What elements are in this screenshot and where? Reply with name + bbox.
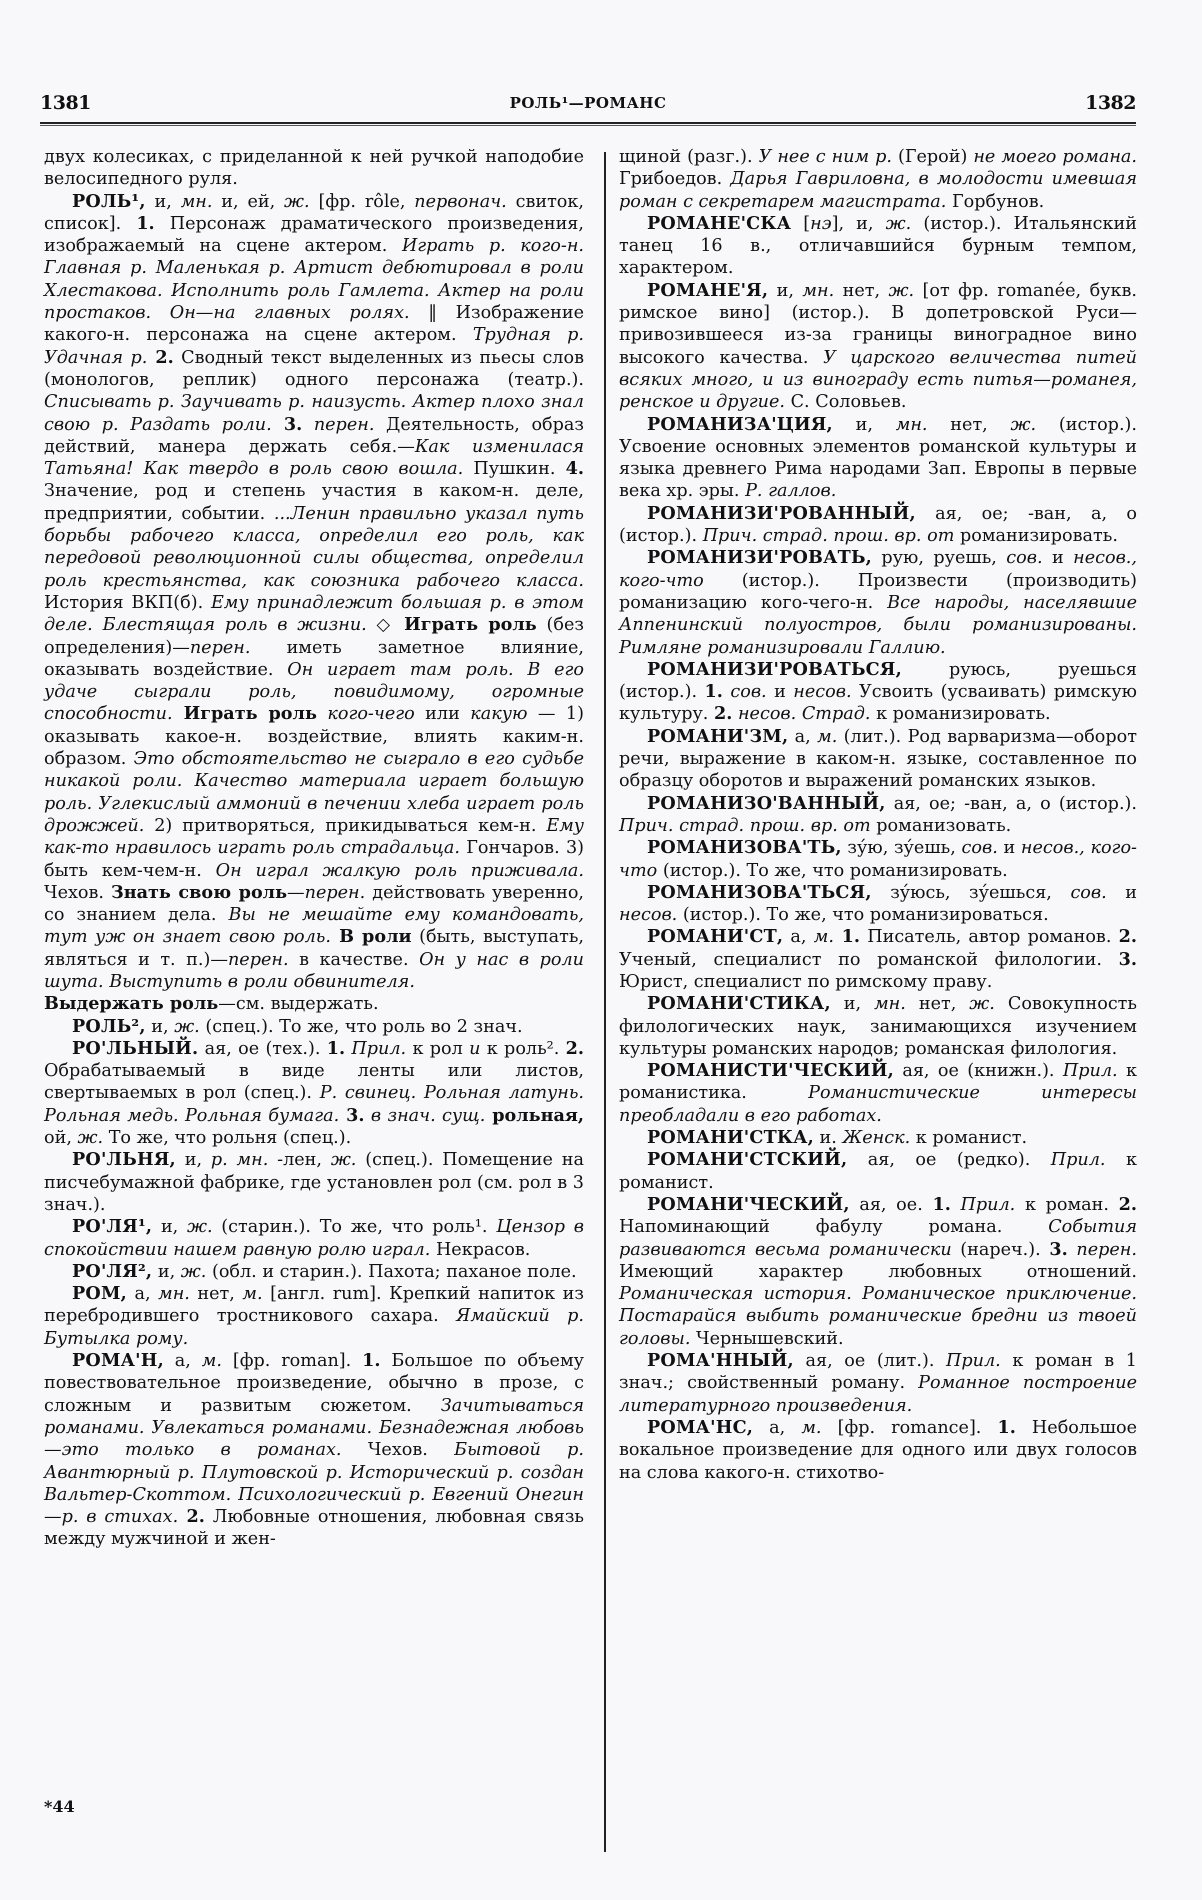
entry-roman: РОМА'Н, а, м. [фр. roman]. 1. Большое по объему повествовательное произведение, обычно в прозе, с сложным и развитым сюжетом. Зачитываться романами. Увлекаться романами. Безнадежная любовь—это только в романах. Чехов. Бытовой р. Авантюрный р. Плутовской р. Исторический р. создан Вальтер-Скоттом. Психологический р. Евгений Онегин—р. в стихах. 2. Любовные отношения, любовная связь между мужчиной и жен-	[44, 1350, 585, 1550]
entry-romannyi: РОМА'ННЫЙ, ая, ое (лит.). Прил. к роман в 1 знач.; свойственный роману. Романное построение литературного произведения.	[619, 1350, 1137, 1416]
page-number-right: 1382	[1085, 92, 1136, 114]
entry-romanisticheskii: РОМАНИСТИ'ЧЕСКИЙ, ая, ое (книжн.). Прил. к романистика. Романистические интересы преобладали в его работах.	[619, 1060, 1137, 1126]
entry-romanizirovannyi: РОМАНИЗИ'РОВАННЫЙ, ая, ое; -ван, а, о (истор.). Прич. страд. прош. вр. от романизировать.	[619, 502, 1137, 547]
entry-continuation: щиной (разг.). У нее с ним р. (Герой) не моего романа. Грибоедов. Дарья Гавриловна, в молодости имевшая роман с секретарем магистрата. Горбунов.	[619, 147, 1138, 212]
right-column	[619, 146, 1137, 1484]
headword: РОМАНЕ'Я,	[647, 279, 769, 301]
entry-romanizm: РОМАНИ'ЗМ, а, м. (лит.). Род варваризма—оборот речи, выражение в каком-н. языке, составленное по образцу оборотов и выражений романских языков.	[619, 725, 1137, 792]
headword: РОМАНИ'СТИКА,	[647, 993, 831, 1015]
entry-romanizovat: РОМАНИЗОВА'ТЬ, зу́ю, зу́ешь, сов. и несов., кого-что (истор.). То же, что романизировать.	[619, 837, 1137, 881]
headword: РОМА'ННЫЙ,	[647, 1350, 794, 1372]
headword: РОМАНИ'ЗМ,	[647, 725, 789, 747]
entry-rolya-2: РО'ЛЯ², и, ж. (обл. и старин.). Пахота; паханое поле.	[72, 1260, 577, 1282]
page-number-left: 1381	[40, 92, 91, 114]
entry-romanizirovat: РОМАНИЗИ'РОВАТЬ, рую, руешь, сов. и несов., кого-что (истор.). Произвести (производить) романизацию кого-чего-н. Все народы, населявшие Аппенинский полуостров, были романизированы. Римляне романизировали Галлию.	[619, 547, 1137, 658]
headword: РОМАНИ'СТ,	[647, 926, 784, 948]
entry-romanizovatsya: РОМАНИЗОВА'ТЬСЯ, зу́юсь, зу́ешься, сов. и несов. (истор.). То же, что романизироваться.	[619, 881, 1137, 926]
headword: РОМ,	[72, 1283, 127, 1305]
headword: РОМАНИ'СТКА,	[647, 1127, 814, 1149]
headword: РО'ЛЬНЫЙ.	[72, 1037, 199, 1059]
entry-rolya-1: РО'ЛЯ¹, и, ж. (старин.). То же, что роль¹. Цензор в спокойствии нашем равную ролю играл. Некрасов.	[44, 1216, 584, 1260]
entry-romans: РОМА'НС, а, м. [фр. romance]. 1. Небольшое вокальное произведение для одного или двух голосов на слова какого-н. стихотво-	[619, 1416, 1137, 1483]
entry-continuation: двух колесиках, с приделанной к ней ручкой наподобие велосипедного руля.	[44, 147, 584, 190]
headword: РОМАНИЗИ'РОВАТЬСЯ,	[647, 658, 902, 680]
page-header	[40, 92, 1136, 118]
headword: РОМАНЕ'СКА	[647, 212, 792, 234]
running-title: РОЛЬ¹—РОМАНС	[509, 94, 667, 112]
headword: РОМАНИЗИ'РОВАННЫЙ,	[647, 502, 916, 524]
left-column	[44, 146, 584, 1551]
entry-romanicheskii: РОМАНИ'ЧЕСКИЙ, ая, ое. 1. Прил. к роман. 2. Напоминающий фабулу романа. События развиваются весьма романически (нареч.). 3. перен. Имеющий характер любовных отношений. Романическая история. Романическое приключение. Постарайся выбить романические бредни из твоей головы. Чернышевский.	[619, 1193, 1138, 1349]
headword: РОМАНИ'ЧЕСКИЙ,	[647, 1193, 850, 1215]
headword: РО'ЛЯ¹,	[72, 1216, 153, 1238]
entry-romaneya: РОМАНЕ'Я, и, мн. нет, ж. [от фр. romanée, букв. римское вино] (истор.). В допетровской Руси—привозившееся из-за границы виноградное вино высокого качества. У царского величества питей всяких много, и из винограду есть питья—романея, ренское и другие. С. Соловьев.	[619, 279, 1138, 413]
headword: РОМА'НС,	[647, 1416, 754, 1438]
entry-romanistka: РОМАНИ'СТКА, и. Женск. к романист.	[647, 1127, 1028, 1149]
entry-rol-1: РОЛЬ¹, и, мн. и, ей, ж. [фр. rôle, первонач. свиток, список]. 1. Персонаж драматического произведения, изображаемый на сцене актером. Играть р. кого-н. Главная р. Маленькая р. Артист дебютировал в роли Хлестакова. Исполнить роль Гамлета. Актер на роли простаков. Он—на главных ролях. ‖ Изображение какого-н. персонажа на сцене актером. Трудная р. Удачная р. 2. Сводный текст выделенных из пьесы слов (монологов, реплик) одного персонажа (театр.). Списывать р. Заучивать р. наизусть. Актер плохо знал свою р. Раздать роли. 3. перен. Деятельность, образ действий, манера держать себя.—Как изменилася Татьяна! Как твердо в роль свою вошла. Пушкин. 4. Значение, род и степень участия в каком-н. деле, предприятии, событии. ...Ленин правильно указал путь борьбы рабочего класса, определил его роль, как передовой революционной силы общества, определил роль крестьянства, как союзника рабочего класса. История ВКП(б). Ему принадлежит большая р. в этом деле. Блестящая роль в жизни. ◇ Играть роль (без определения)—перен. иметь заметное влияние, оказывать воздействие. Он играет там роль. В его удаче сыграли роль, повидимому, огромные способности. Играть роль кого-чего или какую — 1) оказывать какое-н. воздействие, влиять каким-н. образом. Это обстоятельство не сыграло в его судьбе никакой роли. Качество материала играет большую роль. Углекислый аммоний в печении хлеба играет роль дрожжей. 2) притворяться, прикидываться кем-н. Ему как-то нравилось играть роль страдальца. Гончаров. 3) быть кем-чем-н. Он играл жалкую роль приживала. Чехов. Знать свою роль—перен. действовать уверенно, со знанием дела. Вы не мешайте ему командовать, тут уж он знает свою роль. В роли (быть, выступать, являться и т. п.)—перен. в качестве. Он у нас в роли шута. Выступить в роли обвинителя. Выдержать роль—см. выдержать.	[44, 190, 585, 1015]
headword: РОЛЬ²,	[72, 1015, 146, 1037]
entry-romanistskii: РОМАНИ'СТСКИЙ, ая, ое (редко). Прил. к романист.	[619, 1149, 1137, 1193]
headword: РОМАНИЗИ'РОВАТЬ,	[647, 547, 872, 569]
entry-romanizirovatsya: РОМАНИЗИ'РОВАТЬСЯ, руюсь, руешься (истор.). 1. сов. и несов. Усвоить (усваивать) римскую культуру. 2. несов. Страд. к романизировать.	[619, 658, 1137, 725]
entry-romanistika: РОМАНИ'СТИКА, и, мн. нет, ж. Совокупность филологических наук, занимающихся изучением культуры романских народов; романская филология.	[619, 993, 1137, 1059]
column-separator	[604, 152, 606, 1852]
entry-rolnyi: РО'ЛЬНЫЙ. ая, ое (тех.). 1. Прил. к рол и к роль². 2. Обрабатываемый в виде ленты или листов, свертываемых в рол (спец.). Р. свинец. Рольная латунь. Рольная медь. Рольная бумага. 3. в знач. сущ. рольная, ой, ж. То же, что рольня (спец.).	[44, 1037, 584, 1149]
headword: РОМАНИЗОВА'ТЬСЯ,	[647, 881, 872, 903]
entry-rom: РОМ, а, мн. нет, м. [англ. rum]. Крепкий напиток из перебродившего тростникового сахара. Ямайский р. Бутылка рому.	[44, 1283, 584, 1349]
entry-rolnya: РО'ЛЬНЯ, и, р. мн. -лен, ж. (спец.). Помещение на писчебумажной фабрике, где установлен рол (см. рол в 3 знач.).	[44, 1149, 584, 1215]
entry-romanizovannyi: РОМАНИЗО'ВАННЫЙ, ая, ое; -ван, а, о (истор.). Прич. страд. прош. вр. от романизовать.	[619, 792, 1137, 836]
headword: РО'ЛЬНЯ,	[72, 1149, 176, 1171]
entry-romanist: РОМАНИ'СТ, а, м. 1. Писатель, автор романов. 2. Ученый, специалист по романской филологии. 3. Юрист, специалист по римскому праву.	[619, 926, 1137, 992]
headword: РОМА'Н,	[72, 1350, 164, 1372]
entry-rol-2: РОЛЬ², и, ж. (спец.). То же, что роль во 2 знач.	[72, 1015, 523, 1037]
headword: РО'ЛЯ²,	[72, 1260, 153, 1282]
entry-romaneska: РОМАНЕ'СКА [нэ], и, ж. (истор.). Итальянский танец 16 в., отличавшийся бурным темпом, характером.	[619, 212, 1137, 279]
header-rule	[40, 122, 1136, 126]
entry-romanizatsiya: РОМАНИЗА'ЦИЯ, и, мн. нет, ж. (истор.). Усвоение основных элементов романской культуры и языка древнего Рима народами Зап. Европы в первые века хр. эры. Р. галлов.	[619, 413, 1137, 502]
headword: РОМАНИЗОВА'ТЬ,	[647, 837, 842, 859]
headword: РОМАНИЗО'ВАННЫЙ,	[647, 792, 886, 814]
signature-mark: *44	[44, 1797, 75, 1816]
headword: РОМАНИСТИ'ЧЕСКИЙ,	[647, 1060, 894, 1082]
headword: РОМАНИ'СТСКИЙ,	[647, 1149, 848, 1171]
headword: РОМАНИЗА'ЦИЯ,	[647, 413, 833, 435]
headword: РОЛЬ¹,	[72, 190, 146, 212]
